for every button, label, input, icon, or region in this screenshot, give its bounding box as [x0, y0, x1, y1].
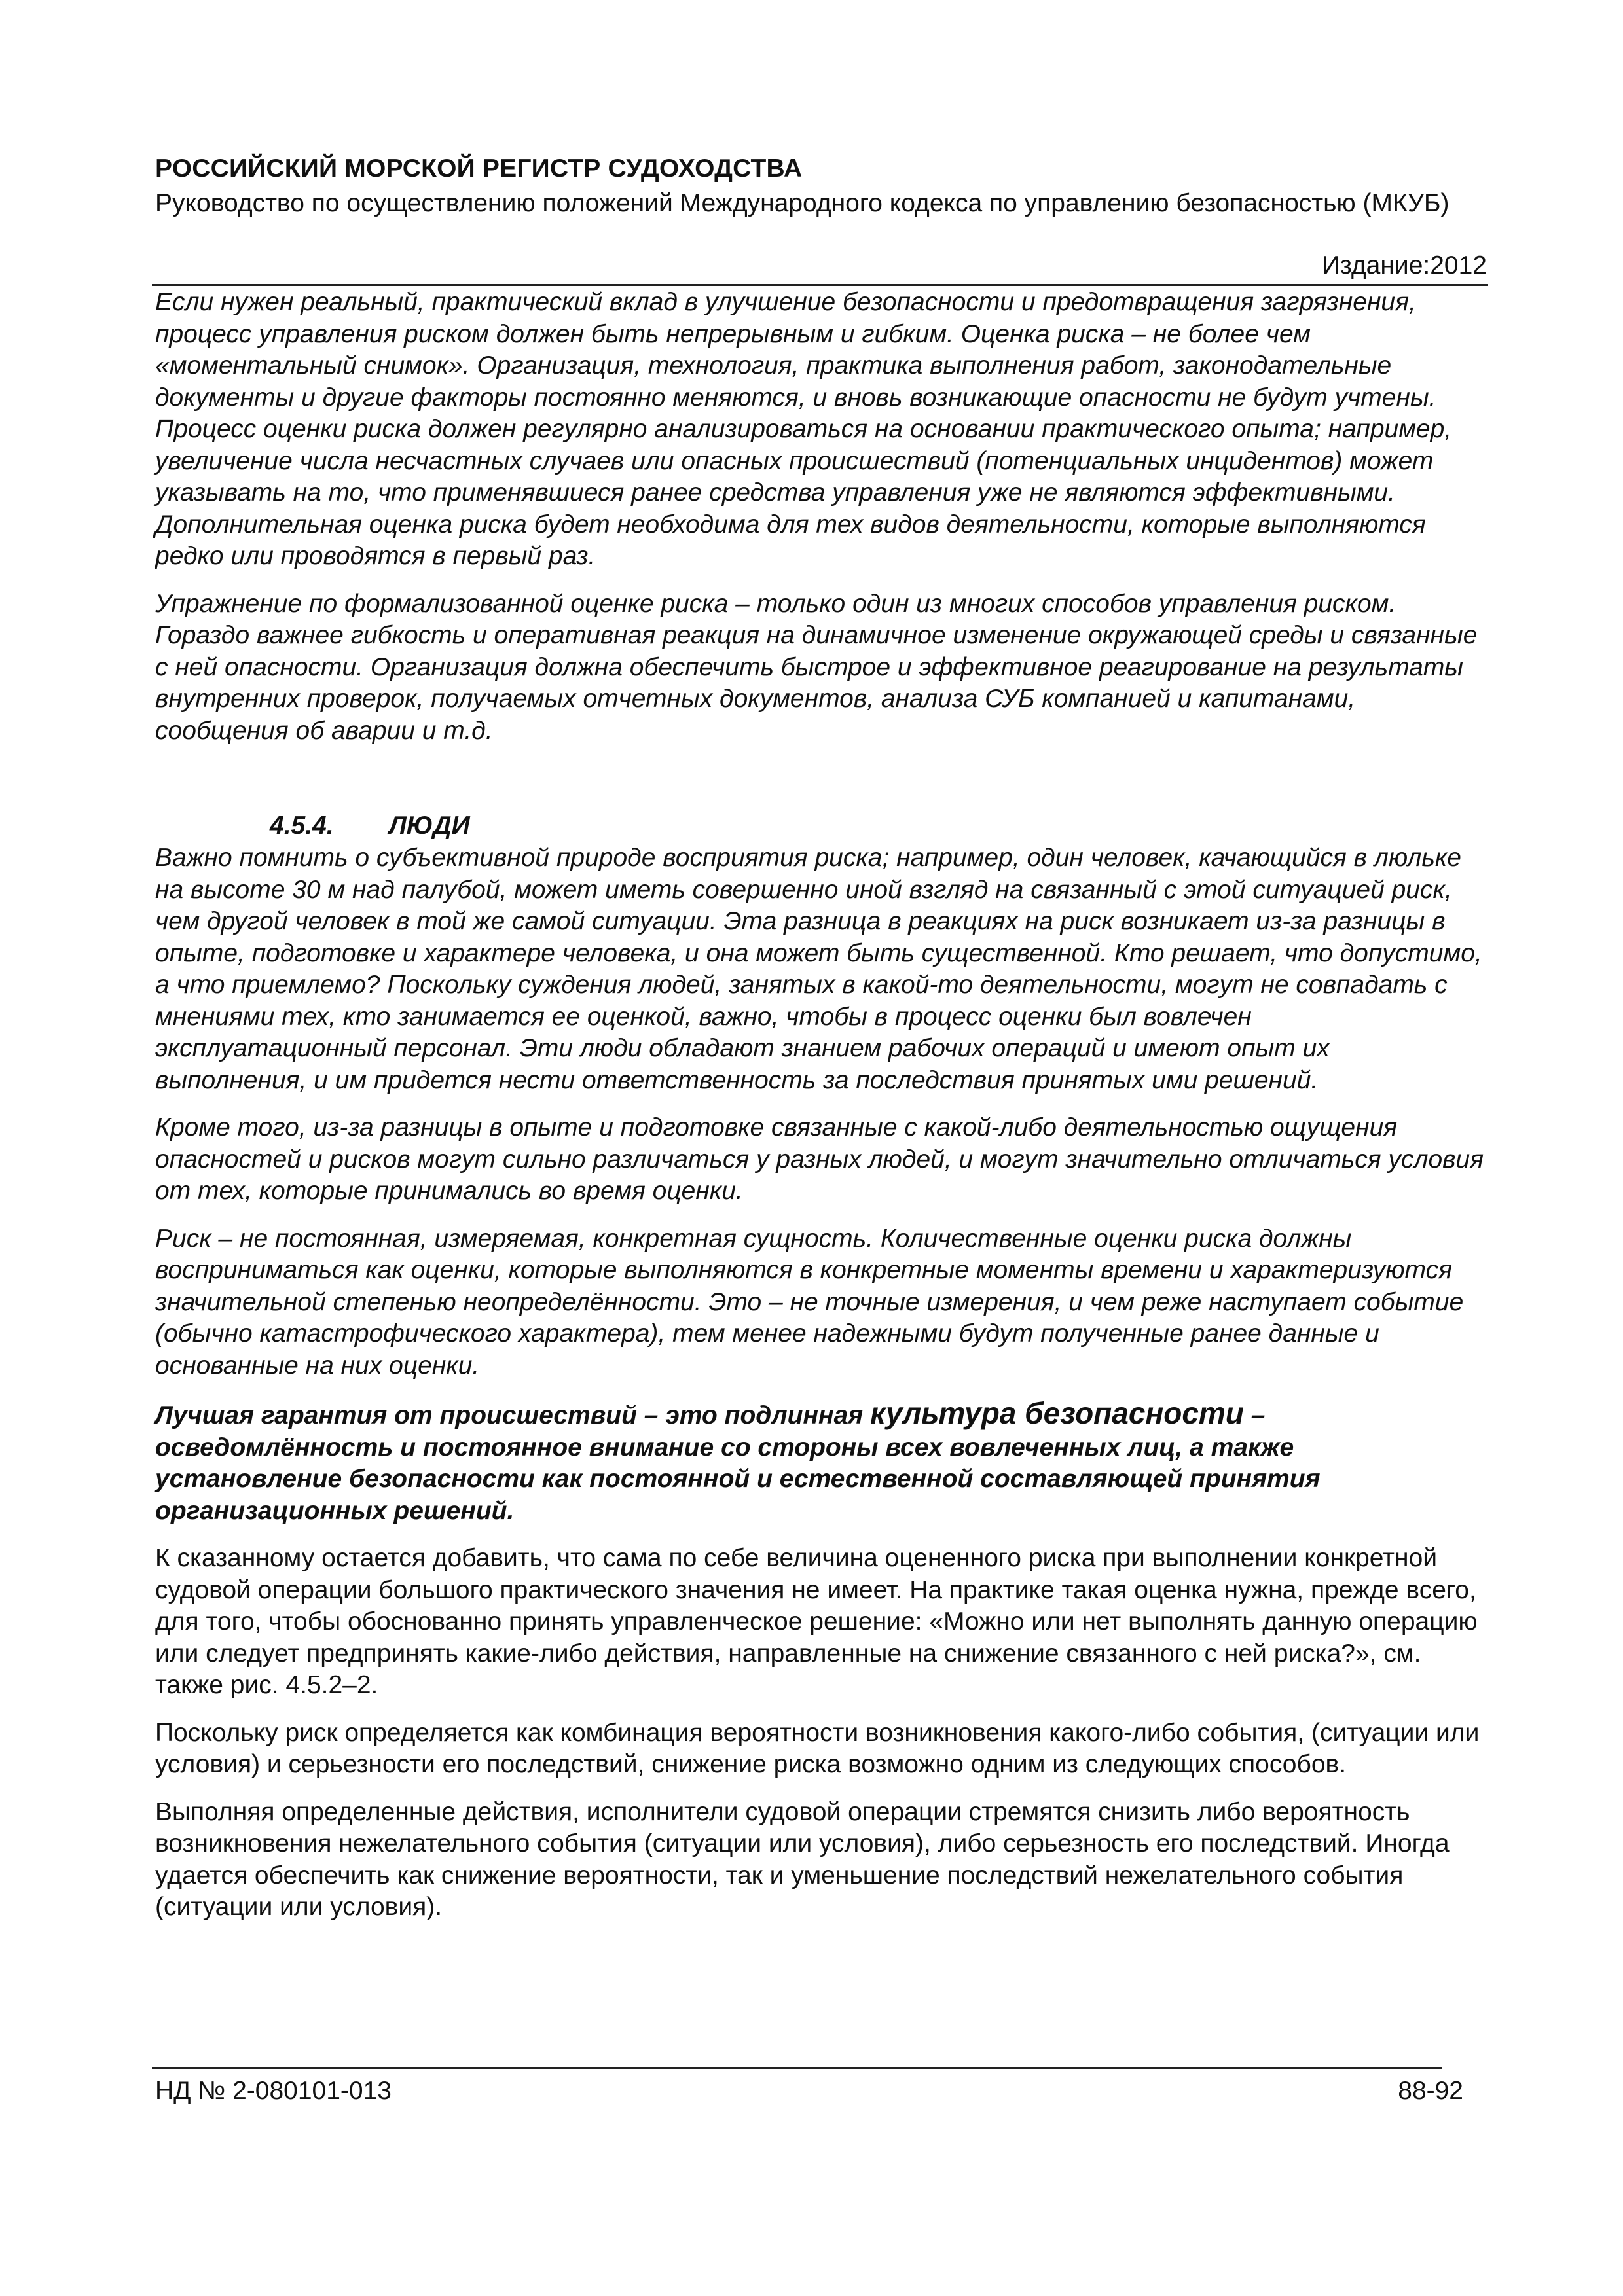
paragraph-risk-combination: Поскольку риск определяется как комбинация вероятности возникновения какого-либо события, (ситуации или условия) и серьезности его последствий, снижение риска возможно одним из следующих способов. — [155, 1718, 1480, 1778]
footer-page-number: 88-92 — [1398, 2077, 1463, 2105]
document-body — [155, 287, 1484, 1939]
safety-culture-emphasis: культура безопасности — [870, 1396, 1244, 1430]
paragraph-formal-risk-assessment: Упражнение по формализованной оценке риска – только один из многих способов управления риском. Гораздо важнее гибкость и оперативная реакция на динамичное изменение окружающей среды и связанные с ней опасности. Организация должна обеспечить быстрое и эффективное реагирование на результаты внутренних проверок, получаемых отчетных документов, анализа СУБ компанией и капитанами, сообщения об аварии и т.д. — [155, 589, 1478, 745]
organization-name: РОССИЙСКИЙ МОРСКОЙ РЕГИСТР СУДОХОДСТВА — [155, 154, 803, 183]
paragraph-experience-differences: Кроме того, из-за разницы в опыте и подготовке связанные с какой-либо деятельностью ощущения опасностей и рисков могут сильно различаться у разных людей, и могут значительно отличаться условия от тех, которые принимались во время оценки. — [155, 1113, 1484, 1205]
footer-doc-number: НД № 2-080101-013 — [155, 2077, 392, 2105]
section-title: ЛЮДИ — [389, 812, 470, 840]
paragraph-subjective-perception: Важно помнить о субъективной природе восприятия риска; например, один человек, качающийся в люльке на высоте 30 м над палубой, может иметь совершенно иной взгляд на связанный с этой ситуацией риск, чем другой человек в той же самой ситуации. Эта разница в реакциях на риск возникает из-за разницы в опыте, подготовке и характере человека, и она может быть существенной. Кто решает, что допустимо, а что приемлемо? Поскольку суждения людей, занятых в какой-то деятельности, могут не совпадать с мнениями тех, кто занимается ее оценкой, важно, чтобы в процесс оценки был вовлечен эксплуатационный персонал. Эти люди обладают знанием рабочих операций и имеют опыт их выполнения, и им придется нести ответственность за последствия принятых ими решений. — [155, 844, 1482, 1094]
paragraph-management-decision: К сказанному остается добавить, что сама по себе величина оцененного риска при выполнении конкретной судовой операции большого практического значения не имеет. На практике такая оценка нужна, прежде всего, для того, чтобы обоснованно принять управленческое решение: «Можно или нет выполнять данную операцию или следует предпринять какие-либо действия, направленные на снижение связанного с ней риска?», см. также рис. 4.5.2–2. — [155, 1544, 1478, 1699]
paragraph-risk-management-continuous: Если нужен реальный, практический вклад в улучшение безопасности и предотвращения загрязнения, процесс управления риском должен быть непрерывным и гибким. Оценка риска – не более чем «моментальный снимок». Организация, технология, практика выполнения работ, законодательные документы и другие факторы постоянно меняются, и вновь возникающие опасности не будут учтены. Процесс оценки риска должен регулярно анализироваться на основании практического опыта; например, увеличение числа несчастных случаев или опасных происшествий (потенциальных инцидентов) может указывать на то, что применявшиеся ранее средства управления уже не являются эффективными. Дополнительная оценка риска будет необходима для тех видов деятельности, которые выполняются редко или проводятся в первый раз. — [155, 288, 1452, 570]
edition-label: Издание:2012 — [1321, 251, 1487, 279]
safety-culture-intro: Лучшая гарантия от происшествий – это подлинная — [155, 1401, 871, 1429]
footer-divider — [152, 2067, 1442, 2069]
paragraph-risk-reduction: Выполняя определенные действия, исполнители судовой операции стремятся снизить либо вероятность возникновения нежелательного события (ситуации или условия), либо серьезность его последствий. Иногда удается обеспечить как снижение вероятности, так и уменьшение последствий нежелательного события (ситуации или условия). — [155, 1797, 1450, 1921]
paragraph-safety-culture — [155, 1397, 1484, 1527]
section-number: 4.5.4. — [270, 812, 334, 840]
header-divider — [152, 284, 1488, 286]
safety-culture-rest: – осведомлённость и постоянное внимание со стороны всех вовлеченных лиц, а также установление безопасности как постоянной и естественной составляющей принятия организационных решений. — [155, 1401, 1321, 1525]
paragraph-risk-not-constant: Риск – не постоянная, измеряемая, конкретная сущность. Количественные оценки риска должны восприниматься как оценки, которые выполняются в конкретные моменты времени и характеризуются значительной степенью неопределённости. Это – не точные измерения, и чем реже наступает событие (обычно катастрофического характера), тем менее надежными будут полученные ранее данные и основанные на них оценки. — [155, 1224, 1464, 1380]
document-title: Руководство по осуществлению положений Международного кодекса по управлению безопасностью (МКУБ) — [155, 189, 1450, 217]
section-heading — [155, 810, 1484, 842]
